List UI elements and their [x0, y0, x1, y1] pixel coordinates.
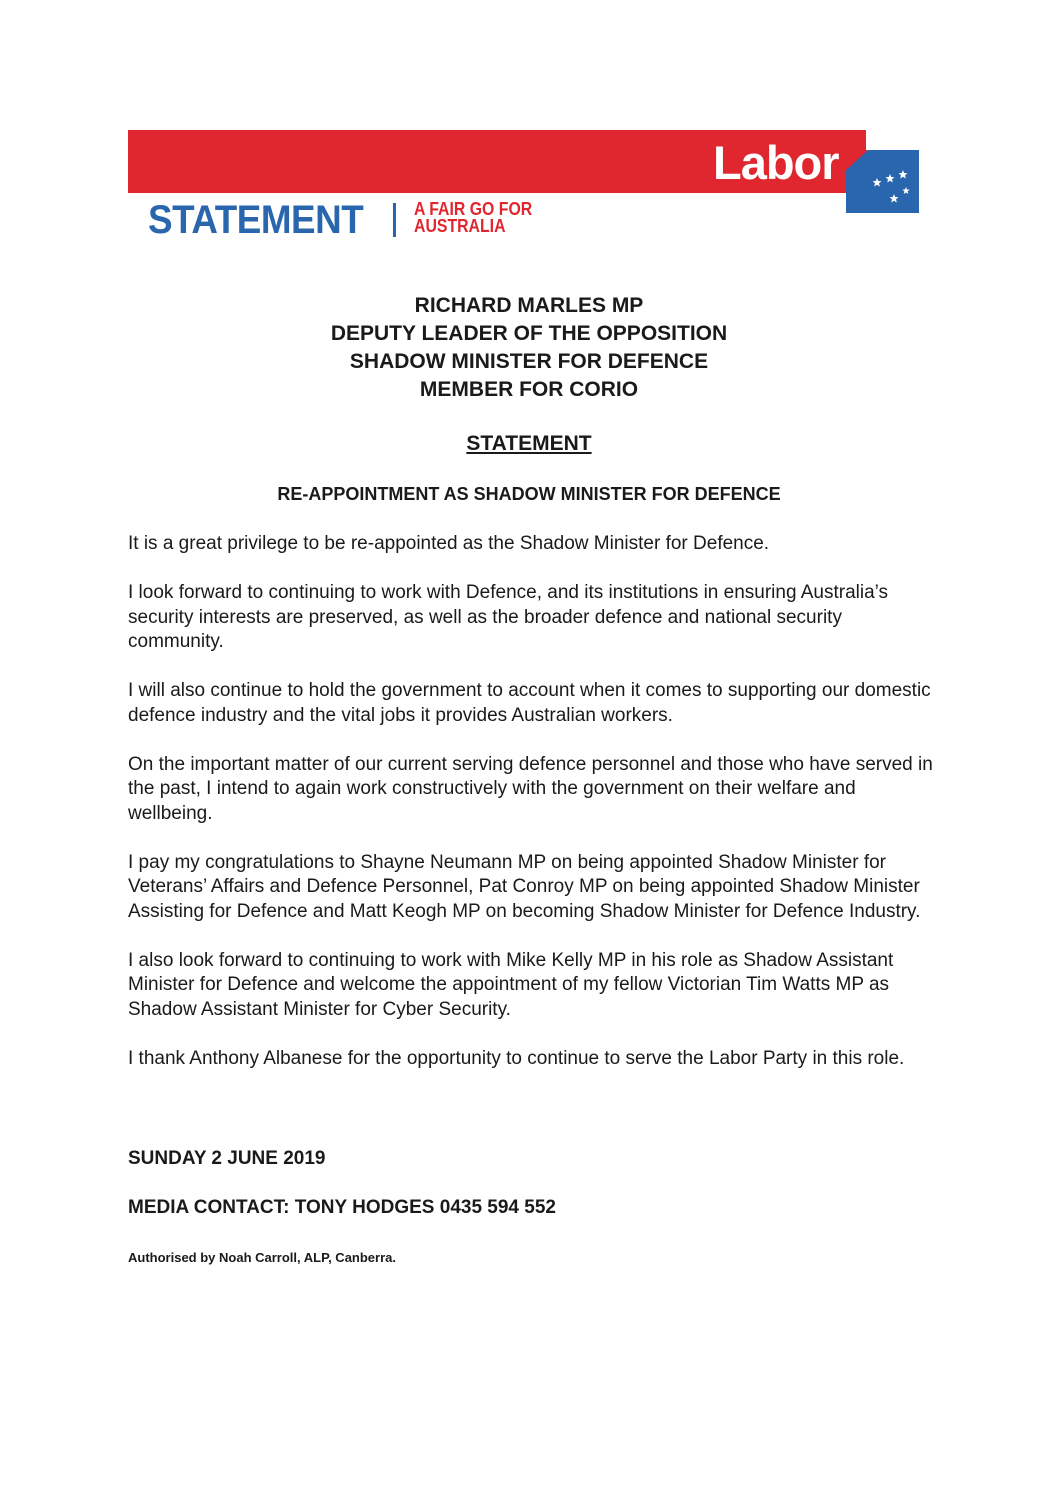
southern-cross-stars-icon: [846, 150, 919, 213]
paragraph: I pay my congratulations to Shayne Neumann MP on being appointed Shadow Minister for Veterans’ Affairs and Defence Personnel, Pat Conroy MP on being appointed Shadow Minister Assisting for Defence and Matt Keogh MP on becoming Shadow Minister for Defence Industry.: [128, 851, 921, 922]
heading-role3: MEMBER FOR CORIO: [419, 378, 639, 401]
tagline: [414, 201, 532, 235]
heading-block: [0, 292, 1058, 404]
authorisation-note: Authorised by Noah Carroll, ALP, Canberra.: [128, 1250, 396, 1265]
paragraph: I thank Anthony Albanese for the opportunity to continue to serve the Labor Party in this role.: [128, 1047, 905, 1069]
tagline-line2: AUSTRALIA: [414, 216, 506, 236]
statement-title: STATEMENT: [466, 432, 592, 455]
heading-role2: SHADOW MINISTER FOR DEFENCE: [349, 350, 709, 373]
paragraph: On the important matter of our current serving defence personnel and those who have served in the past, I intend to again work constructively with the government on their welfare and wellbeing.: [128, 753, 933, 824]
heading-name: RICHARD MARLES MP: [414, 294, 644, 317]
paragraph: I look forward to continuing to work with Defence, and its institutions in ensuring Australia’s security interests are preserved, as well as the broader defence and national security community.: [128, 582, 889, 652]
tagline-divider: [393, 203, 396, 237]
paragraph: I will also continue to hold the government to account when it comes to supporting our domestic defence industry and the vital jobs it provides Australian workers.: [128, 680, 931, 726]
statement-label: STATEMENT: [148, 198, 364, 242]
body-text: [128, 532, 938, 1096]
paragraph: I also look forward to continuing to work with Mike Kelly MP in his role as Shadow Assistant Minister for Defence and welcome the appointment of my fellow Victorian Tim Watts MP as Shadow Assistant Minister for Cyber Security.: [128, 949, 894, 1020]
subtitle: RE-APPOINTMENT AS SHADOW MINISTER FOR DEFENCE: [277, 484, 781, 504]
media-contact: MEDIA CONTACT: TONY HODGES 0435 594 552: [128, 1197, 556, 1218]
heading-role1: DEPUTY LEADER OF THE OPPOSITION: [330, 322, 728, 345]
labor-logo-text: Labor: [713, 136, 839, 189]
paragraph: It is a great privilege to be re-appointed as the Shadow Minister for Defence.: [128, 533, 770, 554]
date-line: SUNDAY 2 JUNE 2019: [128, 1148, 326, 1169]
tagline-line1: A FAIR GO FOR: [414, 199, 533, 219]
